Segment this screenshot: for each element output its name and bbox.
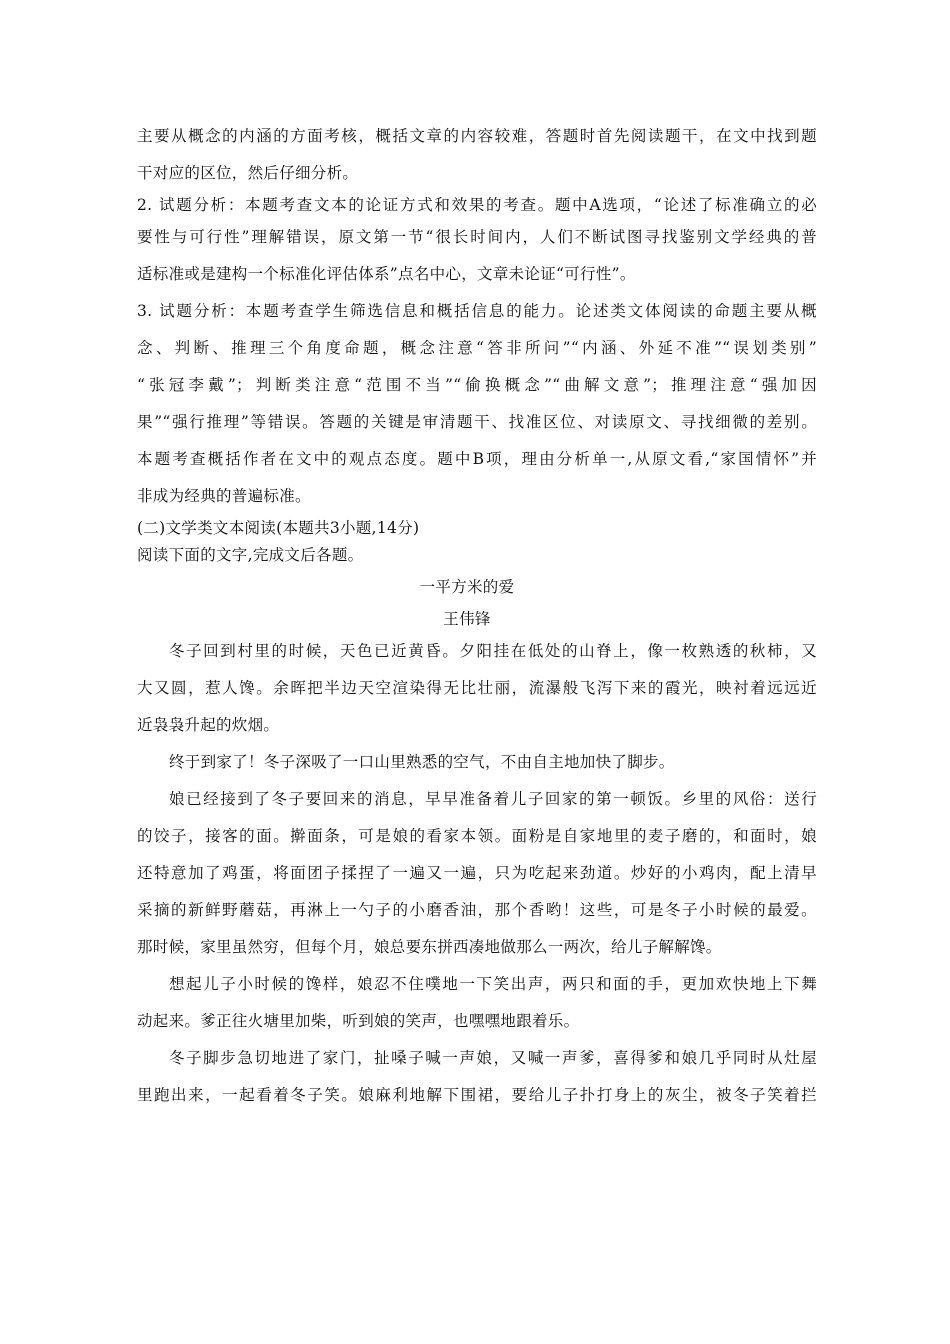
text-line: 采摘的新鲜野蘑菇，再淋上一勺子的小磨香油，那个香哟！这些，可是冬子小时候的最爱。 [137,901,817,919]
text-line: “张冠李戴”；判断类注意“范围不当”“偷换概念”“曲解文意”；推理注意“强加因 [137,376,817,394]
text-line: 大又圆，惹人馋。余晖把半边天空渲染得无比壮丽，流瀑般飞泻下来的霞光，映衬着远远近 [137,679,817,697]
text-line: 近袅袅升起的炊烟。 [137,716,280,734]
text-line: 里跑出来，一起看着冬子笑。娘麻利地解下围裙，要给儿子扑打身上的灰尘，被冬子笑着拦 [137,1086,817,1104]
story-title: 一平方米的爱 [419,578,515,596]
document-body [137,118,817,1114]
text-line: 干对应的区位，然后仔细分析。 [137,164,359,182]
section-heading: (二)文学类文本阅读(本题共3小题,14分) [137,519,420,537]
instruction-text: 阅读下面的文字,完成文后各题。 [137,546,364,564]
text-line: 冬子回到村里的时候，天色已近黄昏。夕阳挂在低处的山脊上，像一枚熟透的秋柿，又 [169,642,817,660]
text-line: 娘已经接到了冬子要回来的消息，早早准备着儿子回家的第一顿饭。乡里的风俗：送行 [169,790,817,808]
text-line: 主要从概念的内涵的方面考核，概括文章的内容较难，答题时首先阅读题干，在文中找到题 [137,127,817,145]
text-line: 适标准或是建构一个标准化评估体系”点名中心，文章未论证“可行性”。 [137,265,636,283]
text-line: 3. 试题分析：本题考查学生筛选信息和概括信息的能力。论述类文体阅读的命题主要从概 [137,302,817,320]
text-line: 果”“强行推理”等错误。答题的关键是审清题干、找准区位、对读原文、寻找细微的差别。 [137,413,817,431]
text-line: 的饺子，接客的面。擀面条，可是娘的看家本领。面粉是自家地里的麦子磨的，和面时，娘 [137,827,817,845]
story-author: 王伟锋 [443,610,491,628]
text-line: 那时候，家里虽然穷，但每个月，娘总要东拼西凑地做那么一两次，给儿子解解馋。 [137,938,722,956]
text-line: 2. 试题分析：本题考查文本的论证方式和效果的考查。题中A选项，“论述了标准确立的必 [137,196,817,214]
text-line: 还特意加了鸡蛋，将面团子揉捏了一遍又一遍，只为吃起来劲道。炒好的小鸡肉，配上清早 [137,864,817,882]
text-line: 要性与可行性”理解错误，原文第一节“很长时间内，人们不断试图寻找鉴别文学经典的普 [137,228,817,246]
text-line: 想起儿子小时候的馋样，娘忍不住噗地一下笑出声，两只和面的手，更加欢快地上下舞 [169,975,817,993]
text-line: 非成为经典的普遍标准。 [137,487,311,505]
text-line: 冬子脚步急切地进了家门，扯嗓子喊一声娘，又喊一声爹，喜得爹和娘几乎同时从灶屋 [169,1049,817,1067]
text-line: 终于到家了！冬子深吸了一口山里熟悉的空气，不由自主地加快了脚步。 [169,753,675,771]
text-line: 动起来。爹正往火塘里加柴，听到娘的笑声，也嘿嘿地跟着乐。 [137,1012,580,1030]
text-line: 本题考查概括作者在文中的观点态度。题中B项，理由分析单一,从原文看,“家国情怀”并 [137,450,817,468]
text-line: 念、判断、推理三个角度命题，概念注意“答非所问”“内涵、外延不准”“误划类别” [137,339,817,357]
